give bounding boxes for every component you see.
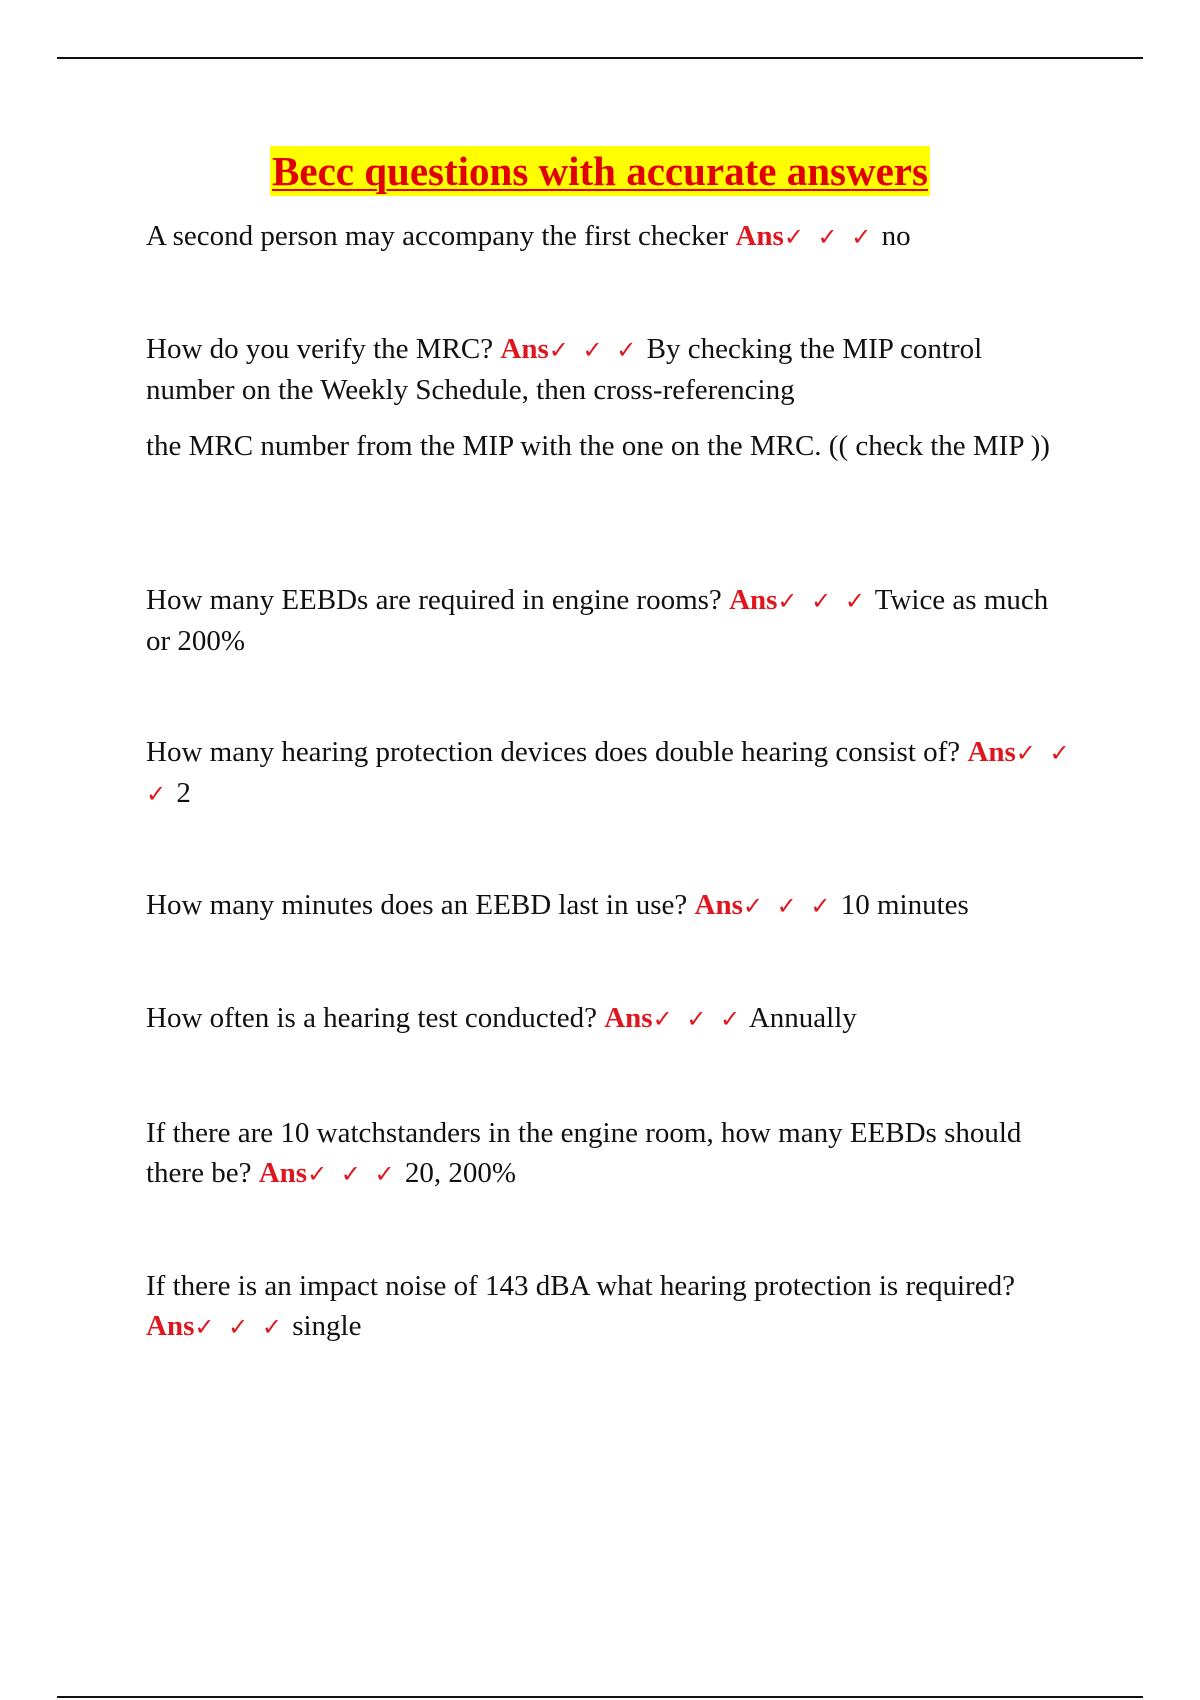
answer-text: 10 minutes (840, 889, 969, 921)
qa-item-1 (146, 216, 1076, 257)
answer-marker: Ans (258, 1157, 308, 1189)
answer-text: 2 (176, 777, 191, 809)
answer-marker: Ans (146, 1310, 195, 1342)
check-marks: ✓ ✓ ✓ (777, 587, 869, 615)
answer-marker: Ans (500, 333, 549, 365)
answer-text: no (881, 220, 911, 252)
question-text: If there are 10 watchstanders in the engine room, how many EEBDs should there be? (146, 1117, 1022, 1189)
qa-item-6 (146, 998, 1076, 1039)
answer-text: By checking the MIP control number on the Weekly Schedule, then cross-referencing (146, 333, 983, 406)
qa-item-4 (146, 732, 1076, 814)
answer-text: 20, 200% (404, 1157, 517, 1189)
answer-text: Twice as much or 200% (146, 584, 1049, 657)
answer-marker: Ans (694, 889, 743, 921)
question-text: How often is a hearing test conducted? (146, 1002, 597, 1034)
question-text: How many EEBDs are required in engine rooms? (146, 584, 722, 616)
qa-item-2 (146, 329, 1076, 466)
answer-marker: Ans (729, 584, 778, 616)
answer-marker: Ans (604, 1002, 653, 1034)
title-container (0, 146, 1200, 196)
question-text: A second person may accompany the first checker (146, 220, 729, 252)
question-text: How many hearing protection devices does double hearing consist of? (146, 736, 961, 768)
check-marks: ✓ ✓ ✓ (742, 892, 834, 920)
check-marks: ✓ ✓ ✓ (146, 739, 1073, 808)
check-marks: ✓ ✓ ✓ (548, 336, 640, 364)
answer-continuation: the MRC number from the MIP with the one on the MRC. (( check the MIP )) (146, 430, 1050, 462)
check-marks: ✓ ✓ ✓ (783, 223, 875, 251)
qa-item-7 (146, 1113, 1076, 1194)
answer-marker: Ans (967, 736, 1016, 768)
document-title: Becc questions with accurate answers (272, 148, 928, 194)
check-marks: ✓ ✓ ✓ (652, 1005, 744, 1033)
answer-text: Annually (748, 1002, 857, 1034)
qa-item-8 (146, 1266, 1076, 1347)
answer-text: single (292, 1310, 362, 1342)
bottom-rule (57, 1696, 1143, 1698)
question-text: How many minutes does an EEBD last in use? (146, 889, 688, 921)
qa-item-3 (146, 580, 1076, 661)
check-marks: ✓ ✓ ✓ (307, 1160, 398, 1188)
question-text: If there is an impact noise of 143 dBA what hearing protection is required? (146, 1270, 1015, 1302)
question-text: How do you verify the MRC? (146, 333, 494, 365)
check-marks: ✓ ✓ ✓ (194, 1313, 285, 1341)
qa-item-5 (146, 885, 1076, 926)
top-rule (57, 57, 1143, 59)
answer-marker: Ans (735, 220, 784, 252)
